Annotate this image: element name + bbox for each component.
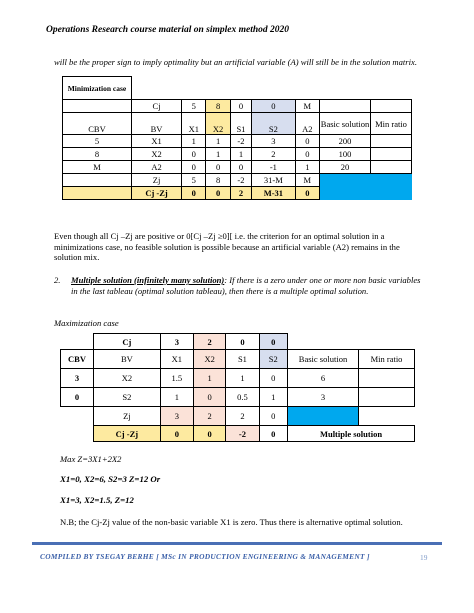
table-cell: 0 bbox=[206, 187, 230, 200]
table-cell: 200 bbox=[320, 135, 371, 148]
table-cell bbox=[371, 135, 412, 148]
column-header: S2 bbox=[252, 113, 296, 135]
table-cell: 0 bbox=[182, 187, 206, 200]
table-cell bbox=[371, 148, 412, 161]
column-header: S2 bbox=[259, 350, 288, 369]
cj-value bbox=[371, 100, 412, 113]
column-header: CBV bbox=[61, 350, 94, 369]
page-number: 19 bbox=[420, 553, 428, 562]
maximization-table bbox=[60, 333, 415, 442]
cj-value: 0 bbox=[259, 334, 288, 350]
column-header: Basic solution bbox=[320, 113, 371, 135]
table-cell: 5 bbox=[182, 174, 206, 187]
cj-value: M bbox=[295, 100, 319, 113]
cj-value: 0 bbox=[252, 100, 296, 113]
cj-value: 3 bbox=[160, 334, 193, 350]
table-cell: 0 bbox=[259, 369, 288, 388]
table-cell: 0 bbox=[259, 407, 288, 426]
table-cell: S2 bbox=[94, 388, 161, 407]
table-cell: 100 bbox=[320, 148, 371, 161]
table-cell: 1 bbox=[206, 148, 230, 161]
result-label: Multiple solution bbox=[288, 426, 415, 442]
cj-value: 0 bbox=[226, 334, 259, 350]
table-cell: 2 bbox=[226, 407, 259, 426]
cj-value: 8 bbox=[206, 100, 230, 113]
column-header: Basic solution bbox=[288, 350, 359, 369]
column-header: X2 bbox=[206, 113, 230, 135]
table-cell: 1 bbox=[230, 148, 251, 161]
list-number: 2. bbox=[54, 275, 61, 285]
cj-value bbox=[320, 100, 371, 113]
cj-zj-row bbox=[61, 426, 415, 442]
column-header: A2 bbox=[295, 113, 319, 135]
cj-value: 5 bbox=[182, 100, 206, 113]
column-header: S1 bbox=[230, 113, 251, 135]
table-cell: M bbox=[63, 161, 132, 174]
table-cell: 0 bbox=[206, 161, 230, 174]
column-header: X1 bbox=[182, 113, 206, 135]
table-cell: 1.5 bbox=[160, 369, 193, 388]
table-cell: 3 bbox=[252, 135, 296, 148]
table-cell: 31-M bbox=[252, 174, 296, 187]
table-cell: 1 bbox=[206, 135, 230, 148]
table-cell: M-31 bbox=[252, 187, 296, 200]
zj-label: Zj bbox=[132, 174, 182, 187]
page-header: Operations Research course material on simplex method 2020 bbox=[46, 25, 290, 35]
column-header: CBV bbox=[63, 113, 132, 135]
table-cell bbox=[359, 369, 415, 388]
table-cell: -2 bbox=[230, 174, 251, 187]
table-cell: -1 bbox=[252, 161, 296, 174]
table-cell: 8 bbox=[63, 148, 132, 161]
table-cell: 3 bbox=[160, 407, 193, 426]
table-cell: 5 bbox=[63, 135, 132, 148]
cj-label: Cj bbox=[132, 100, 182, 113]
note-text: N.B; the Cj-Zj value of the non-basic variable X1 is zero. Thus there is alternative optimal solution. bbox=[60, 517, 403, 527]
table-cell: 0.5 bbox=[226, 388, 259, 407]
cj-zj-label: Cj -Zj bbox=[132, 187, 182, 200]
solution-2: X1=3, X2=1.5, Z=12 bbox=[60, 495, 134, 505]
table-cell: 0 bbox=[259, 426, 288, 442]
table-cell: -2 bbox=[226, 426, 259, 442]
column-header: Min ratio bbox=[359, 350, 415, 369]
table-cell: 0 bbox=[61, 388, 94, 407]
zj-row bbox=[61, 407, 415, 426]
table-cell: 0 bbox=[230, 161, 251, 174]
table-cell: 0 bbox=[182, 148, 206, 161]
cj-value: 2 bbox=[193, 334, 225, 350]
table-row bbox=[63, 148, 412, 161]
table-cell: M bbox=[295, 174, 319, 187]
table-cell: X2 bbox=[132, 148, 182, 161]
table-cell: 20 bbox=[320, 161, 371, 174]
objective-function: Max Z=3X1+2X2 bbox=[60, 454, 122, 464]
table-cell: 1 bbox=[160, 388, 193, 407]
column-header: BV bbox=[94, 350, 161, 369]
max-case-label: Maximization case bbox=[54, 318, 119, 328]
table-row bbox=[63, 161, 412, 174]
column-header: S1 bbox=[226, 350, 259, 369]
table-row bbox=[61, 369, 415, 388]
column-header: Min ratio bbox=[371, 113, 412, 135]
table-cell: 8 bbox=[206, 174, 230, 187]
table-caption: Minimization case bbox=[63, 77, 132, 100]
footer-divider bbox=[32, 542, 442, 545]
table-cell: 3 bbox=[288, 388, 359, 407]
minimization-table bbox=[62, 76, 412, 200]
solution-1: X1=0, X2=6, S2=3 Z=12 Or bbox=[60, 474, 161, 484]
table-cell: 1 bbox=[295, 161, 319, 174]
table-cell: 1 bbox=[182, 135, 206, 148]
table-cell: 1 bbox=[193, 369, 225, 388]
list-text: : If there is a zero under one or more non basic variables in the last tableau (optimal solution tableau), then there is a multiple optimal solution. bbox=[71, 275, 421, 296]
table-cell: X1 bbox=[132, 135, 182, 148]
table-cell: X2 bbox=[94, 369, 161, 388]
cj-value: 0 bbox=[230, 100, 251, 113]
intro-text: will be the proper sign to imply optimality but an artificial variable (A) will still be in the solution matrix. bbox=[54, 57, 417, 67]
table-cell: 0 bbox=[182, 161, 206, 174]
table-cell: 6 bbox=[288, 369, 359, 388]
table-cell: 2 bbox=[230, 187, 251, 200]
table-cell: A2 bbox=[132, 161, 182, 174]
explanation-paragraph: Even though all Cj –Zj are positive or 0[Cj –Zj ≥0][ i.e. the criterion for an optimal solution in a minimizations case, no feasible solution is possible because an artificial variable (A2) remains in the solution mix. bbox=[54, 231, 400, 263]
table-cell bbox=[359, 388, 415, 407]
table-row bbox=[63, 135, 412, 148]
table-cell: 2 bbox=[193, 407, 225, 426]
table-cell: 0 bbox=[193, 426, 225, 442]
column-header: X1 bbox=[160, 350, 193, 369]
cj-zj-label: Cj -Zj bbox=[94, 426, 161, 442]
column-header: X2 bbox=[193, 350, 225, 369]
footer-text: COMPILED BY TSEGAY BERHE [ MSc IN PRODUCTION ENGINEERING & MANAGEMENT ] bbox=[40, 552, 370, 561]
cj-label: Cj bbox=[94, 334, 161, 350]
zj-row bbox=[63, 174, 412, 187]
table-cell: 1 bbox=[226, 369, 259, 388]
table-cell: 0 bbox=[193, 388, 225, 407]
highlight-cell bbox=[320, 174, 412, 200]
table-cell: 0 bbox=[295, 187, 319, 200]
highlight-cell bbox=[288, 407, 359, 426]
zj-label: Zj bbox=[94, 407, 161, 426]
table-cell: 2 bbox=[252, 148, 296, 161]
table-cell: 0 bbox=[295, 135, 319, 148]
list-title: Multiple solution (infinitely many solution) bbox=[71, 275, 225, 285]
table-cell: 3 bbox=[61, 369, 94, 388]
list-item bbox=[54, 275, 429, 296]
table-cell: -2 bbox=[230, 135, 251, 148]
table-row bbox=[61, 388, 415, 407]
table-cell: 0 bbox=[160, 426, 193, 442]
table-cell: 1 bbox=[259, 388, 288, 407]
column-header: BV bbox=[132, 113, 182, 135]
table-cell bbox=[371, 161, 412, 174]
table-cell: 0 bbox=[295, 148, 319, 161]
